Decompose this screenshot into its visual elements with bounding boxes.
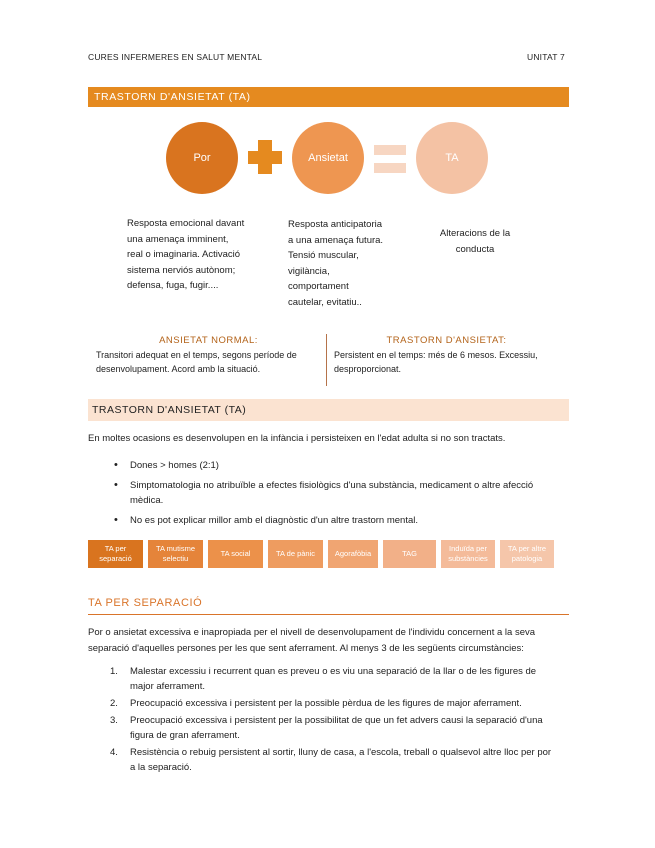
list-item-text: No es pot explicar millor amb el diagnòstic d'un altre trastorn mental. [130,515,419,526]
normal-anxiety-title: ANSIETAT NORMAL: [159,335,258,346]
list-number: 4. [110,747,118,758]
description-line: cautelar, evitatiu.. [288,296,362,308]
type-chip-social [208,540,263,568]
list-item [106,458,566,473]
description-line: sistema nerviós autònom; [127,264,236,276]
chip-label: Agorafòbia [334,549,372,558]
list-number: 1. [110,666,118,677]
description-line: conducta [455,243,495,255]
description-por [127,216,244,294]
chip-label: TA mutisme [155,544,196,553]
type-chip-altre-patologia [500,540,554,568]
anxiety-disorder-text [334,348,538,376]
chip-label: TAG [402,549,417,558]
type-chip-separacio [88,540,143,568]
separacio-intro [88,625,535,657]
list-item-text: a la separació. [130,762,192,773]
equals-icon [374,145,406,155]
text-line: desproporcionat. [334,364,402,374]
text-line: separació d'aquelles persones per les que sent aferrament. Al menys 3 de les següents circumstàncies: [88,643,524,654]
list-item-text: Preocupació excessiva i persistent per la possible pèrdua de les figures de major aferrament. [130,698,522,709]
text-line: Persistent en el temps: més de 6 mesos. Excessiu, [334,350,538,360]
numbered-list [88,664,568,777]
intro-paragraph: En moltes ocasions es desenvolupen en la infància i persisteixen en l'edat adulta si no son tractats. [88,433,506,444]
chip-label: patologia [511,554,543,563]
normal-anxiety-text [96,348,297,376]
type-chip-panic [268,540,323,568]
text-line: desenvolupament. Acord amb la situació. [96,364,261,374]
list-item-text: major aferrament. [130,681,205,692]
type-chip-tag [383,540,436,568]
list-item [88,664,568,694]
description-line: real o imaginaria. Activació [127,249,240,260]
type-chip-substancies [441,540,495,568]
plus-icon-bar [248,151,282,164]
description-line: defensa, fuga, fugir.... [127,280,219,291]
type-chip-mutisme [148,540,203,568]
bullet-list [106,458,566,533]
description-line: Tensió muscular, [288,250,359,261]
list-item [106,478,566,508]
equals-icon-bar [374,163,406,173]
description-ta [420,226,530,257]
chip-label: selectiu [162,554,189,563]
circle-ta: TA [416,122,488,194]
chip-label: TA de pànic [275,549,316,558]
list-item-text: figura de gran aferrament. [130,730,240,741]
chip-label: TA social [220,549,251,558]
section-title-bar: TRASTORN D'ANSIETAT (TA) [88,87,569,107]
anxiety-disorder-title: TRASTORN D'ANSIETAT: [386,335,507,346]
list-item-text: Dones > homes (2:1) [130,460,219,471]
text-line: Por o ansietat excessiva e inapropiada per el nivell de desenvolupament de l'individu concernent a la seva [88,627,536,638]
list-item [88,696,568,711]
chip-label: Induïda per [449,544,487,553]
list-item-text: • Simptomatologia no atribuïble a efectes fisiològics d'una substància, medicament o altre afecció [130,480,534,491]
section-underline [88,614,569,615]
description-line: a una amenaça futura. [288,234,384,246]
document-header-unit: UNITAT 7 [527,52,565,62]
description-line: vigilància, [288,265,330,277]
section-title-bar-2: TRASTORN D'ANSIETAT (TA) [88,399,569,421]
chip-label: separació [99,554,132,563]
chip-label: TA per [104,544,127,553]
description-line: una amenaça imminent, [127,233,229,245]
chip-label: TA per altre [507,544,547,553]
list-item-text: Resistència o rebuig persistent al sortir, lluny de casa, a l'escola, treball o qualsevol altre lloc per por [130,747,552,758]
list-item-text: Malestar excessiu i recurrent quan es preveu o es viu una separació de la llar o de les figures de [130,666,537,677]
list-item [106,513,566,528]
list-number: 3. [110,715,118,726]
circle-ansietat: Ansietat [292,122,364,194]
chip-label: substàncies [448,554,488,563]
list-item [88,745,568,775]
list-item [88,713,568,743]
description-line: Alteracions de la [439,228,511,239]
type-chip-agorafobia [328,540,378,568]
list-number: 2. [110,698,118,709]
list-item-text: Preocupació excessiva i persistent per la possibilitat de que un fet advers causi la separació d'una [130,715,543,726]
description-line: comportament [288,281,349,292]
document-header-title: CURES INFERMERES EN SALUT MENTAL [88,52,263,62]
divider [326,334,327,386]
list-item-text: mèdica. [130,495,164,506]
description-ansietat [288,217,383,310]
description-line: Resposta emocional davant [127,218,245,229]
text-line: Transitori adequat en el temps, segons període de [96,350,297,360]
description-line: Resposta anticipatoria [288,219,382,230]
section-heading-separacio: TA PER SEPARACIÓ [88,597,203,609]
circle-por: Por [166,122,238,194]
